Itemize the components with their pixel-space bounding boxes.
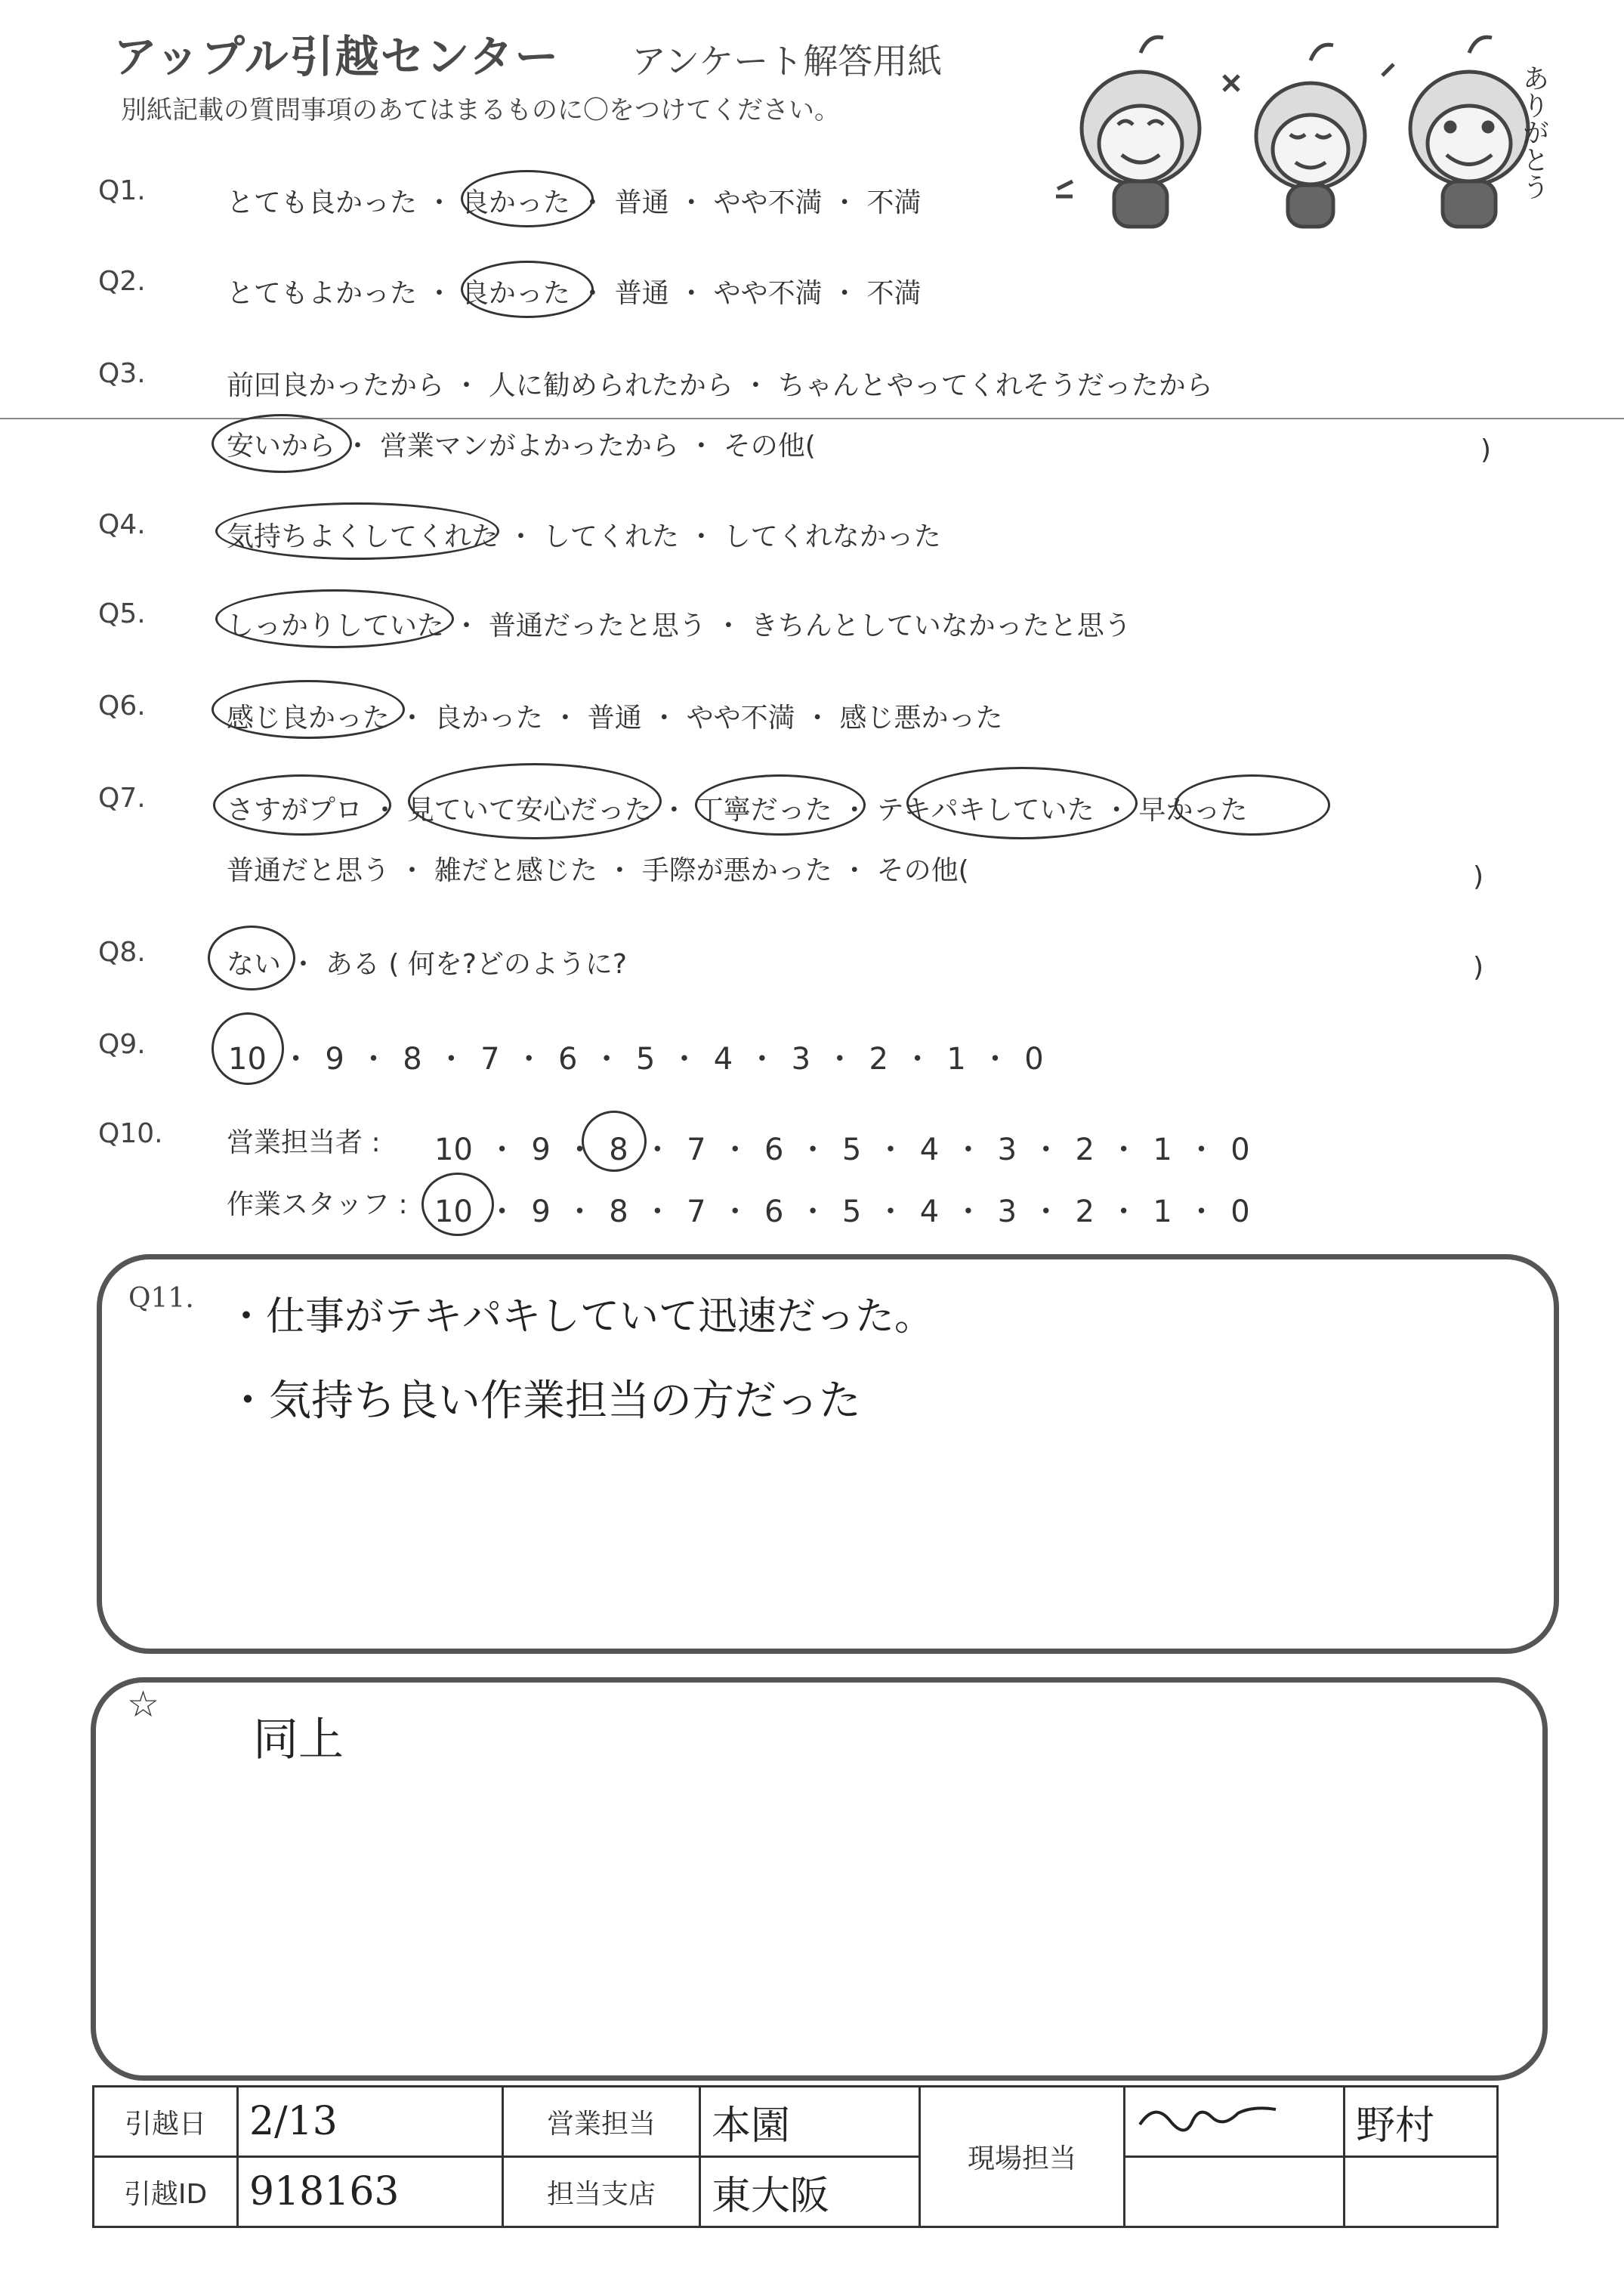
q10-staff-label: 作業スタッフ : <box>227 1189 408 1220</box>
q2-label: Q2. <box>98 266 146 297</box>
q10-sales-label: 営業担当者 : <box>227 1127 381 1158</box>
branch-value: 東大阪 <box>700 2157 920 2227</box>
q5-label: Q5. <box>98 598 146 629</box>
q3-close-paren: ) <box>1480 434 1492 465</box>
q9-answer-circle <box>211 1012 284 1085</box>
site-rep-empty-2 <box>1345 2157 1498 2227</box>
q1-label: Q1. <box>98 175 146 206</box>
form-title: アップル引越センター <box>113 31 560 82</box>
q10-label: Q10. <box>98 1118 163 1149</box>
site-rep-label: 現場担当 <box>920 2087 1125 2227</box>
q3-options-line2: 安いから ・ 営業マンがよかったから ・ その他( <box>227 431 816 462</box>
q8-answer-circle <box>208 926 295 990</box>
form-subtitle: アンケート解答用紙 <box>631 41 943 82</box>
q3-label: Q3. <box>98 358 146 389</box>
monkey-1-icon <box>1082 37 1199 227</box>
q7-close-paren: ) <box>1473 861 1484 892</box>
free-comment-handwritten: 同上 <box>253 1714 344 1766</box>
q7-answer-circle-1 <box>213 774 391 836</box>
q10-sales-answer-circle <box>582 1111 647 1172</box>
q3-options-line1: 前回良かったから ・ 人に勧められたから ・ ちゃんとやってくれそうだったから <box>227 370 1213 401</box>
branch-label: 担当支店 <box>503 2157 700 2227</box>
monkey-3-icon <box>1410 37 1528 227</box>
site-rep-value-1 <box>1125 2087 1345 2157</box>
q8-label: Q8. <box>98 937 146 968</box>
q7-answer-circle-4 <box>906 767 1138 839</box>
q10-staff-scale: 10 ・ 9 ・ 8 ・ 7 ・ 6 ・ 5 ・ 4 ・ 3 ・ 2 ・ 1 ・ 0 <box>434 1194 1250 1229</box>
move-id-label: 引越ID <box>94 2157 238 2227</box>
sales-rep-value: 本園 <box>700 2087 920 2157</box>
q5-options: しっかりしていた ・ 普通だったと思う ・ きちんとしていなかったと思う <box>227 610 1132 641</box>
thanks-text: ありがとう <box>1518 64 1549 200</box>
site-rep-empty-1 <box>1125 2157 1345 2227</box>
move-date-label: 引越日 <box>94 2087 238 2157</box>
q4-options: 気持ちよくしてくれた ・ してくれた ・ してくれなかった <box>227 521 941 552</box>
signature-scribble-icon <box>1136 2098 1280 2136</box>
q9-label: Q9. <box>98 1029 146 1060</box>
q5-answer-circle <box>215 589 454 648</box>
q6-label: Q6. <box>98 691 146 722</box>
q7-label: Q7. <box>98 783 146 814</box>
q6-answer-circle <box>211 680 405 739</box>
sales-rep-label: 営業担当 <box>503 2087 700 2157</box>
move-date-value: 2/13 <box>238 2087 503 2157</box>
q7-options-line1: さすがプロ ・ 見ていて安心だった ・ 丁寧だった ・ テキパキしていた ・ 早かった <box>227 795 1248 826</box>
q10-sales-scale: 10 ・ 9 ・ 8 ・ 7 ・ 6 ・ 5 ・ 4 ・ 3 ・ 2 ・ 1 ・ 0 <box>434 1133 1250 1167</box>
q7-answer-circle-3 <box>695 774 866 836</box>
q11-handwritten-line1: ・仕事がテキパキしていて迅速だった。 <box>227 1294 934 1340</box>
instructions: 別紙記載の質問事項のあてはまるものに〇をつけてください。 <box>121 95 840 125</box>
q1-options: とても良かった ・ 良かった ・ 普通 ・ やや不満 ・ 不満 <box>227 187 922 218</box>
q3-answer-circle <box>211 414 352 473</box>
star-icon: ☆ <box>127 1683 160 1726</box>
q8-close-paren: ) <box>1473 952 1484 983</box>
q4-label: Q4. <box>98 509 146 540</box>
monkey-mascots-illustration <box>1050 30 1579 242</box>
move-id-value: 918163 <box>238 2157 503 2227</box>
q7-options-line2: 普通だと思う ・ 雑だと感じた ・ 手際が悪かった ・ その他( <box>227 855 969 886</box>
q6-options: 感じ良かった ・ 良かった ・ 普通 ・ やや不満 ・ 感じ悪かった <box>227 703 1003 734</box>
site-rep-value-2: 野村 <box>1345 2087 1498 2157</box>
q9-scale: 10 ・ 9 ・ 8 ・ 7 ・ 6 ・ 5 ・ 4 ・ 3 ・ 2 ・ 1 ・ 0 <box>228 1042 1044 1077</box>
q4-answer-circle <box>215 502 499 560</box>
q1-answer-circle <box>461 170 594 227</box>
q10-staff-answer-circle <box>421 1173 494 1236</box>
q11-label: Q11. <box>128 1283 194 1314</box>
move-info-table <box>92 2085 1499 2228</box>
q7-answer-circle-5 <box>1175 774 1330 836</box>
monkey-2-icon <box>1256 45 1365 227</box>
q2-options: とてもよかった ・ 良かった ・ 普通 ・ やや不満 ・ 不満 <box>227 278 922 309</box>
q2-answer-circle <box>461 261 594 318</box>
q11-handwritten-line2: ・気持ち良い作業担当の方だった <box>227 1377 861 1426</box>
q8-options: ない ・ ある ( 何を?どのように? <box>227 949 628 980</box>
q7-answer-circle-2 <box>408 763 662 839</box>
